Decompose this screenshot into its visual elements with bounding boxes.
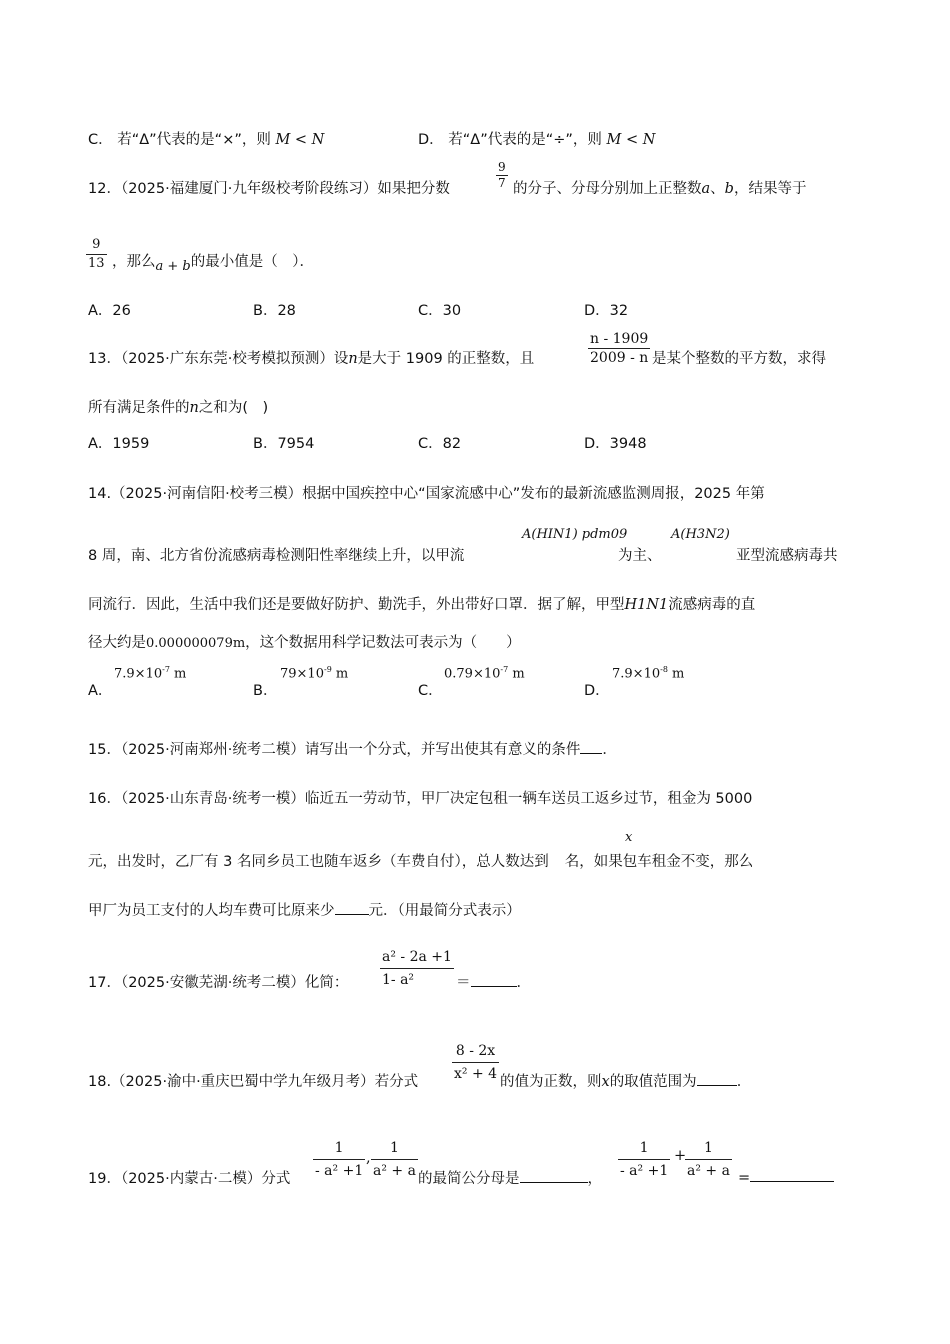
option-label: D．: [418, 132, 444, 148]
q14-line2-end: 亚型流感病毒共: [736, 548, 838, 564]
question-text: 名，如果包车租金不变，那么: [564, 854, 754, 870]
punctuation: ．: [602, 742, 617, 758]
punctuation: ．: [516, 975, 531, 991]
question-text: 的分子、分母分别加上正整数: [513, 181, 702, 197]
variable: a: [701, 181, 711, 197]
q14-math-ah3n2: A(H3N2): [671, 527, 730, 542]
q13-line2: [88, 396, 268, 417]
q16-line3: [88, 899, 521, 920]
fraction-denominator: a² + a: [373, 1163, 416, 1179]
question-text: 同流行．因此，生活中我们还是要做好防护、勤洗手，外出带好口罩．据了解，甲型: [88, 597, 625, 613]
question-text: 8 周，南、北方省份流感病毒检测阳性率继续上升，以甲流: [88, 548, 465, 564]
q18-fraction: [452, 1040, 499, 1085]
fraction-numerator: 8 - 2x: [452, 1040, 499, 1063]
q19-line: 19．（2025·内蒙古·二模）分式: [88, 1171, 291, 1187]
q15-line: [88, 738, 617, 759]
q19-answer: [738, 1167, 834, 1186]
fraction-denominator: - a² +1: [620, 1163, 669, 1179]
sci-base: 0.79×10: [444, 666, 501, 682]
variable: x: [601, 1074, 610, 1090]
option-value: 28: [277, 303, 296, 319]
q12-option-d: [584, 299, 628, 320]
option-value: 32: [609, 303, 629, 319]
question-text: 15．（2025·河南郑州·统考二模）请写出一个分式，并写出使其有意义的条件: [88, 742, 581, 758]
option-text: 若“Δ”代表的是“÷”，则: [448, 132, 602, 148]
fraction-numerator: n - 1909: [590, 331, 649, 347]
question-text: 甲厂为员工支付的人均车费可比原来少: [88, 903, 335, 919]
q18-line-rest: [500, 1070, 751, 1091]
q16-line2: [88, 850, 753, 871]
fraction-denominator: a² + a: [687, 1163, 730, 1179]
question-text: 是大于 1909 的正整数，且: [357, 351, 535, 367]
option-label: D．: [584, 436, 610, 452]
q13-option-c: [418, 432, 461, 453]
q19-line-mid: [418, 1167, 602, 1188]
q14-line3: [88, 593, 755, 614]
fraction-numerator: 1: [371, 1137, 418, 1160]
unit: m: [512, 666, 525, 682]
question-source: （2025·广东东莞·校考模拟预测）: [120, 351, 334, 367]
answer-blank[interactable]: [580, 739, 602, 754]
option-math: M < N: [606, 132, 656, 148]
fraction-denominator: - a² +1: [315, 1163, 364, 1179]
q13-line1: [88, 347, 534, 368]
question-text: 之和为( ): [198, 400, 269, 416]
fraction-denominator: x² + 4: [454, 1066, 498, 1082]
question-number: 13．: [88, 351, 121, 367]
sci-base: 79×10: [280, 666, 324, 682]
sci-exponent: -8: [660, 665, 668, 674]
q12-fraction-9-13: [86, 236, 107, 273]
question-text: 的最简公分母是: [418, 1171, 520, 1187]
q17-fraction: [380, 946, 454, 991]
option-text: 若“Δ”代表的是“×”，则: [117, 132, 271, 148]
fraction-denominator: 2009 - n: [590, 350, 649, 366]
q14-line1: 14.（2025·河南信阳·校考三模）根据中国疾控中心“国家流感中心”发布的最新流感监测周报，2025 年第: [88, 486, 765, 502]
q14-option-b-label: B．: [253, 683, 278, 699]
q16-line1: 16．（2025·山东青岛·统考一模）临近五一劳动节，甲厂决定包租一辆车送员工返乡过节，租金为 5000: [88, 791, 753, 807]
question-text: 的最小值是（ ）．: [190, 254, 314, 270]
option-value: 82: [442, 436, 462, 452]
q12-option-b: [253, 299, 296, 320]
sci-base: 7.9×10: [114, 666, 163, 682]
q14-option-c-label: C．: [418, 683, 443, 699]
option-value: 26: [112, 303, 131, 319]
sci-base: 7.9×10: [612, 666, 661, 682]
q13-option-b: [253, 432, 314, 453]
fraction-denominator: 13: [88, 256, 105, 271]
variable: n: [189, 400, 199, 416]
q19-fraction-3: [618, 1137, 670, 1182]
math-expression: a + b: [155, 259, 191, 274]
q14-line4: [88, 631, 521, 652]
q19-fraction-2: [371, 1137, 418, 1182]
question-number: 12．: [88, 181, 121, 197]
unit: m: [174, 666, 187, 682]
option-label: B．: [253, 303, 278, 319]
option-label: C．: [418, 303, 443, 319]
punctuation: ，: [587, 1171, 602, 1187]
q18-line: 18.（2025·渝中·重庆巴蜀中学九年级月考）若分式: [88, 1074, 419, 1090]
answer-blank[interactable]: [520, 1168, 588, 1183]
question-text: ，这个数据用科学记数法可表示为（ ）: [245, 635, 521, 651]
option-label: B．: [253, 436, 278, 452]
option-label: C．: [418, 436, 443, 452]
sci-exponent: -9: [323, 665, 332, 674]
q12-option-c: [418, 299, 461, 320]
q13-option-a: [88, 432, 149, 453]
equals-sign: ＝: [456, 975, 471, 991]
option-value: 30: [442, 303, 462, 319]
q14-line2: [88, 544, 464, 565]
q19-fraction-4: [685, 1137, 732, 1182]
q19-plus: +: [674, 1148, 687, 1164]
equals-sign: =: [738, 1170, 751, 1186]
q17-answer: [456, 971, 531, 992]
math-expression: 0.000000079m: [146, 636, 246, 651]
option-label: D．: [584, 303, 610, 319]
answer-blank[interactable]: [697, 1071, 737, 1086]
fraction-numerator: 1: [618, 1137, 670, 1160]
variable: n: [348, 351, 358, 367]
q14-option-d-label: D．: [584, 683, 610, 699]
fraction-numerator: 1: [685, 1137, 732, 1160]
fraction-numerator: 9: [498, 160, 506, 174]
q13-fraction: [588, 330, 650, 367]
q12-fraction-9-7: [496, 160, 508, 191]
punctuation: ．: [736, 1074, 752, 1090]
q14-option-d-value: [612, 665, 684, 681]
option-value: 3948: [609, 436, 647, 452]
question-text: ，结果等于: [733, 181, 807, 197]
option-value: 7954: [277, 436, 315, 452]
q17-line: 17．（2025·安徽芜湖·统考二模）化简：: [88, 975, 349, 991]
q13-line1-rest: [652, 347, 826, 368]
fraction-denominator: 1- a²: [382, 972, 415, 988]
q14-option-a-value: [114, 665, 186, 681]
unit: m: [672, 666, 685, 682]
fraction-denominator: 7: [498, 176, 506, 190]
option-math: M < N: [275, 132, 325, 148]
option-label: A．: [88, 436, 113, 452]
q14-math-ahin1: A(HIN1) pdm09: [522, 527, 628, 542]
q12-line2: [112, 250, 314, 274]
q12-line1-rest: [513, 177, 806, 198]
question-text: ，那么: [112, 254, 156, 270]
question-source: （2025·福建厦门·九年级校考阶段练习）: [120, 181, 378, 197]
question-text: 如果把分数: [377, 181, 450, 197]
q16-var-x: x: [625, 830, 633, 845]
q13-option-d: [584, 432, 647, 453]
fraction-numerator: 1: [313, 1137, 365, 1160]
q19-fraction-1: [313, 1137, 365, 1182]
answer-blank[interactable]: [335, 900, 369, 915]
question-text: 元，出发时，乙厂有 3 名同乡员工也随车返乡（车费自付），总人数达到: [88, 854, 549, 870]
answer-blank[interactable]: [471, 972, 517, 987]
q14-line2-mid: 为主、: [618, 548, 662, 564]
q14-option-a-label: A．: [88, 683, 113, 699]
q19-comma: ,: [366, 1150, 371, 1166]
option-label: A．: [88, 303, 113, 319]
math-expression: H1N1: [624, 597, 669, 613]
question-text: 流感病毒的直: [668, 597, 756, 613]
option-value: 1959: [112, 436, 150, 452]
q14-option-b-value: [280, 665, 348, 681]
answer-blank[interactable]: [750, 1167, 834, 1182]
question-text: 元．（用最简分式表示）: [368, 903, 521, 919]
question-text: 径大约是: [88, 635, 146, 651]
variable: b: [724, 181, 734, 197]
q12-option-a: [88, 299, 131, 320]
question-text: 的值为正数，则: [500, 1074, 602, 1090]
question-text: 所有满足条件的: [88, 400, 190, 416]
separator: 、: [710, 181, 725, 197]
q11-option-c: [88, 128, 324, 149]
question-text: 是某个整数的平方数，求得: [652, 351, 826, 367]
q14-option-c-value: [444, 665, 525, 681]
sci-exponent: -7: [500, 665, 509, 674]
fraction-numerator: a² - 2a +1: [380, 946, 454, 969]
sci-exponent: -7: [162, 665, 170, 674]
q12-line1: [88, 177, 450, 198]
q11-option-d: [418, 128, 655, 149]
question-text: 设: [333, 351, 349, 367]
question-text: 的取值范围为: [609, 1074, 697, 1090]
fraction-numerator: 9: [86, 236, 107, 255]
unit: m: [335, 666, 349, 682]
option-label: C．: [88, 132, 113, 148]
